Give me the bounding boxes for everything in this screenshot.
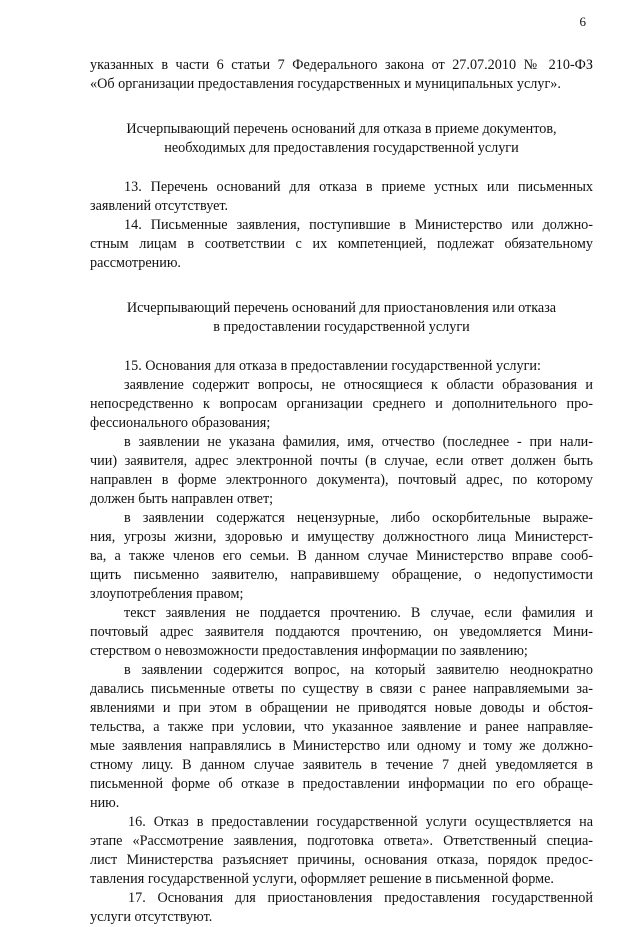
text-line: ва, а также членов его семьи. В данном случае Министерство вправе сооб- — [90, 548, 593, 564]
text-line: письменной форме об отказе в предоставлении информации по его обраще- — [90, 776, 593, 792]
text-line: заявлений отсутствует. — [90, 198, 229, 214]
paragraph-16 — [90, 813, 593, 889]
text-line: непосредственно к вопросам организации среднего и дополнительного про- — [90, 396, 593, 412]
text-line: заявление содержит вопросы, не относящиеся к области образования и — [124, 377, 593, 393]
text-line: рассмотрению. — [90, 255, 181, 271]
section-heading-suspension — [90, 299, 593, 337]
text-line: тавления государственной услуги, оформляет решение в письменной форме. — [90, 871, 554, 887]
text-line: мые заявления направлялись в Министерство или одному и тому же должно- — [90, 738, 593, 754]
text-line: щить письменно заявителю, направившему обращение, о недопустимости — [90, 567, 593, 583]
text-line: должен быть направлен ответ; — [90, 491, 274, 507]
text-line: указанных в части 6 статьи 7 Федерального закона от 27.07.2010 № 210-ФЗ — [90, 57, 593, 73]
heading-line: Исчерпывающий перечень оснований для отказа в приеме документов, — [126, 121, 557, 137]
list-item — [90, 433, 593, 509]
list-item — [90, 376, 593, 433]
text-line: услуги отсутствуют. — [90, 909, 213, 925]
paragraph-15 — [90, 357, 593, 376]
text-line: стным лицам в соответствии с их компетенцией, подлежат обязательному — [90, 236, 593, 252]
heading-line: в предоставлении государственной услуги — [213, 319, 470, 335]
page-number: 6 — [579, 14, 586, 29]
paragraph-14 — [90, 216, 593, 273]
text-line: в заявлении содержится вопрос, на который заявителю неоднократно — [124, 662, 593, 678]
paragraph-13 — [90, 178, 593, 216]
text-line: злоупотребления правом; — [90, 586, 244, 602]
text-line: 14. Письменные заявления, поступившие в Министерство или должно- — [124, 217, 593, 233]
text-line: явлениями и при этом в обращении не приводятся новые доводы и обстоя- — [90, 700, 593, 716]
text-line: в заявлении не указана фамилия, имя, отчество (последнее - при нали- — [124, 434, 593, 450]
document-body — [90, 56, 593, 927]
text-line: нию. — [90, 795, 120, 811]
text-line: стерством о невозможности предоставления информации по заявлению; — [90, 643, 528, 659]
text-line: тельства, а также при условии, что указанное заявление и ранее направляе- — [90, 719, 593, 735]
text-line: фессионального образования; — [90, 415, 271, 431]
text-line: этапе «Рассмотрение заявления, подготовка ответа». Ответственный специа- — [90, 833, 593, 849]
text-line: 17. Основания для приостановления предоставления государственной — [128, 890, 593, 906]
intro-paragraph — [90, 56, 593, 94]
text-line: 13. Перечень оснований для отказа в приеме устных или письменных — [124, 179, 593, 195]
text-line: 16. Отказ в предоставлении государственной услуги осуществляется на — [128, 814, 593, 830]
text-line: ния, угрозы жизни, здоровью и имуществу должностного лица Министерст- — [90, 529, 593, 545]
text-line: стному лицу. В данном случае заявитель в течение 7 дней уведомляется в — [90, 757, 593, 773]
text-line: лист Министерства разъясняет причины, основания отказа, порядок предос- — [90, 852, 593, 868]
text-line: 15. Основания для отказа в предоставлении государственной услуги: — [124, 358, 541, 374]
text-line: направлен в форме электронного документа), почтовый адрес, по которому — [90, 472, 593, 488]
list-item — [90, 604, 593, 661]
text-line: давались письменные ответы по существу в связи с ранее направляемыми за- — [90, 681, 593, 697]
heading-line: Исчерпывающий перечень оснований для приостановления или отказа — [126, 300, 557, 316]
text-line: почтовый адрес заявителя поддаются прочтению, он уведомляется Мини- — [90, 624, 593, 640]
heading-line: необходимых для предоставления государственной услуги — [164, 140, 519, 156]
text-line: чии) заявителя, адрес электронной почты (в случае, если ответ должен быть — [90, 453, 593, 469]
list-item — [90, 509, 593, 604]
section-heading-refusal-documents — [90, 120, 593, 158]
list-item — [90, 661, 593, 813]
text-line: в заявлении содержатся нецензурные, либо оскорбительные выраже- — [124, 510, 593, 526]
text-line: «Об организации предоставления государственных и муниципальных услуг». — [90, 76, 561, 92]
text-line: текст заявления не поддается прочтению. В случае, если фамилия и — [124, 605, 593, 621]
paragraph-17 — [90, 889, 593, 927]
